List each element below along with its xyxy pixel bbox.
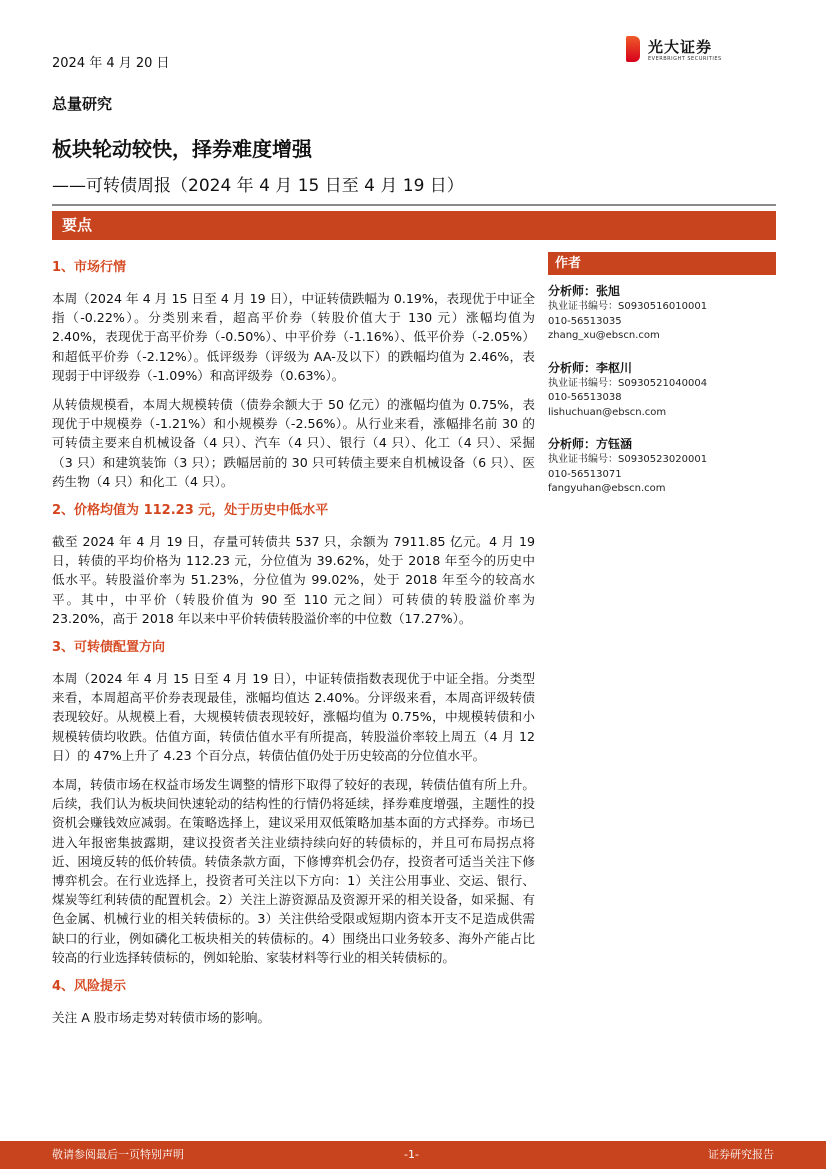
paragraph: 关注 A 股市场走势对转债市场的影响。 [52,1010,271,1026]
analyst-name: 分析师：张旭 [548,284,621,298]
report-subtitle: ——可转债周报（2024 年 4 月 15 日至 4 月 19 日） [52,176,464,196]
analyst-card [548,436,776,497]
footer-report-type: 证券研究报告 [708,1148,774,1161]
logo-text-cn: 光大证券 [648,38,713,56]
section-allocation [52,638,535,967]
analyst-cert: 执业证书编号：S0930521040004 [548,377,708,389]
logo-text-en: EVERBRIGHT SECURITIES [648,56,722,62]
page-number: -1- [404,1148,419,1161]
analyst-email[interactable]: lishuchuan@ebscn.com [548,406,667,418]
analyst-phone: 010-56513035 [548,315,622,327]
analyst-email[interactable]: fangyuhan@ebscn.com [548,483,666,494]
analyst-phone: 010-56513038 [548,392,622,403]
paragraph: 截至 2024 年 4 月 19 日，存量可转债共 537 只，余额为 7911.85 亿元。4 月 19 日，转债的平均价格为 112.23 元，分位值为 39.62%，处于 2018 年至今的历史中低水平。转股溢价率为 51.23%，分位值为 99.02%，处于 2018 年至今的较高水平。其中，中平价（转股价值为 90 至 110 元之间）可转债的转股溢价率为 23.20%，高于 2018 年以来中平价转债转股溢价率的中位数（17.27%）。 [52,534,535,626]
main-content [52,258,535,1037]
section-risk [52,977,535,1027]
report-title: 板块轮动较快，择券难度增强 [52,137,312,161]
company-logo [626,36,756,66]
analyst-name: 分析师：李枢川 [548,360,633,375]
footer-disclaimer: 敬请参阅最后一页特别声明 [52,1148,184,1161]
paragraph: 本周，转债市场在权益市场发生调整的情形下取得了较好的表现，转债估值有所上升。后续，我们认为板块间快速轮动的结构性的行情仍将延续，择券难度增强，主题性的投资机会赚钱效应减弱。在策略选择上，建议采用双低策略加基本面的方式择券。市场已进入年报密集披露期，建议投资者关注业绩持续向好的转债标的，并且可布局拐点将近、困境反转的低价转债。转债条款方面，下修博弈机会仍存，投资者可适当关注下修博弈机会。在行业选择上，投资者可关注以下方向：1）关注公用事业、交运、银行、煤炭等红利转债的配置机会。2）关注上游资源品及资源开采的相关设备，如采掘、有色金属、机械行业的相关转债标的。3）关注供给受限或短期内资本开支不足造成供需缺口的行业，例如磷化工板块相关的转债标的。4）围绕出口业务较多、海外产能占比较高的行业选择转债标的，例如轮胎、家装材料等行业的相关转债标的。 [52,777,535,965]
analyst-card [548,283,776,344]
logo-mark-icon [626,36,640,62]
author-sidebar [548,252,776,513]
paragraph: 从转债规模看，本周大规模转债（债券余额大于 50 亿元）的涨幅均值为 0.75%，表现优于中规模券（-1.21%）和小规模券（-2.56%）。从行业来看，涨幅排名前 30 的可转债主要来自机械设备（4 只）、汽车（4 只）、银行（4 只）、化工（4 只）、采掘（3 只）和建筑装饰（3 只）；跌幅居前的 30 只可转债主要来自机械设备（6 只）、医药生物（4 只）和化工（4 只）。 [52,397,535,489]
divider [52,204,776,206]
analyst-phone: 010-56513071 [548,468,622,480]
analyst-cert: 执业证书编号：S0930516010001 [548,301,708,312]
analyst-name: 分析师：方钰涵 [548,437,633,451]
paragraph: 本周（2024 年 4 月 15 日至 4 月 19 日），中证转债跌幅为 0.19%，表现优于中证全指（-0.22%）。分类别来看，超高平价券（转股价值大于 130 元）涨幅均值为 2.40%，表现优于高平价券（-0.50%）、中平价券（-1.16%）、低平价券（-2.05%）和超低平价券（-2.12%）。低评级券（评级为 AA-及以下）的跌幅均值为 2.46%，表现弱于中评级券（-1.09%）和高评级券（0.63%）。 [52,291,535,383]
report-date: 2024 年 4 月 20 日 [52,56,170,71]
key-points-banner: 要点 [52,211,776,240]
analyst-card [548,360,776,421]
section-heading: 1、市场行情 [52,260,127,275]
section-price [52,501,535,628]
authors-banner: 作者 [548,252,776,275]
section-heading: 3、可转债配置方向 [52,640,166,656]
report-category: 总量研究 [52,95,113,113]
analyst-email[interactable]: zhang_xu@ebscn.com [548,330,660,341]
section-heading: 2、价格均值为 112.23 元，处于历史中低水平 [52,503,329,519]
analyst-cert: 执业证书编号：S0930523020001 [548,454,708,465]
section-market [52,258,535,491]
paragraph: 本周（2024 年 4 月 15 日至 4 月 19 日），中证转债指数表现优于中证全指。分类型来看，本周超高平价券表现最佳，涨幅均值达 2.40%。分评级来看，本周高评级转债表现较好。从规模上看，大规模转债表现较好，涨幅均值为 0.75%，中规模转债和小规模转债均收跌。估值方面，转债估值水平有所提高，转股溢价率较上周五（4 月 12 日）的 47%上升了 4.23 个百分点，转债估值仍处于历史较高的分位值水平。 [52,671,535,763]
page-footer [0,1141,826,1169]
section-heading: 4、风险提示 [52,979,127,995]
